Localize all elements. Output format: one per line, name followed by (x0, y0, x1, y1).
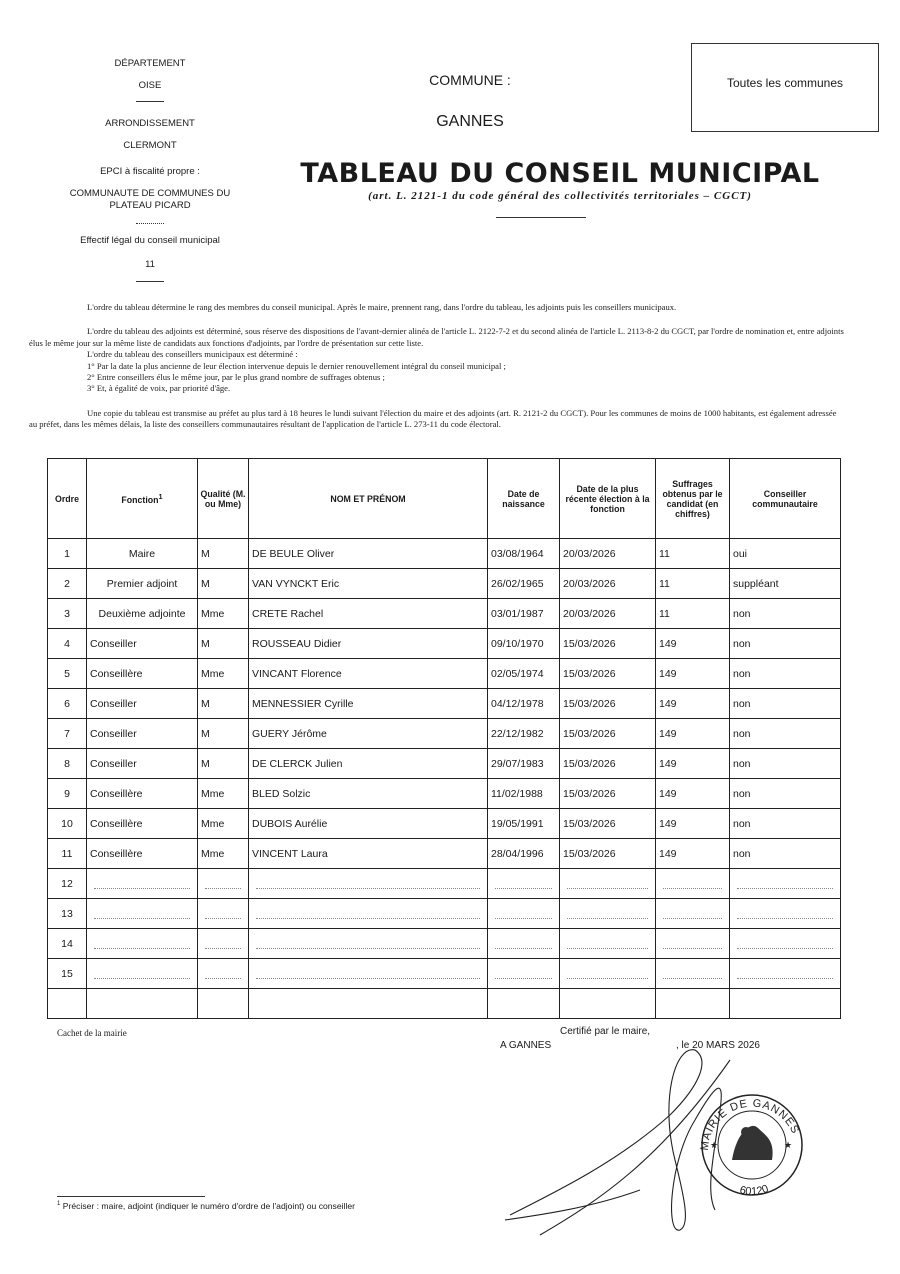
dotted-line (205, 908, 241, 919)
cell-nom (249, 899, 488, 929)
cell-naissance: 02/05/1974 (488, 659, 560, 689)
divider (136, 101, 164, 102)
dotted-line (495, 908, 552, 919)
table-row (48, 809, 841, 839)
commune-name: GANNES (436, 113, 504, 130)
cell-suffrages (656, 959, 730, 989)
cell-naissance (488, 959, 560, 989)
cell-ordre: 2 (48, 569, 87, 599)
dotted-line (94, 908, 190, 919)
cell-suffrages: 11 (656, 569, 730, 599)
cell-naissance: 09/10/1970 (488, 629, 560, 659)
cell-naissance (488, 899, 560, 929)
empty-table-row (48, 929, 841, 959)
cell-election: 15/03/2026 (560, 749, 656, 779)
cell-qualite: M (198, 539, 249, 569)
cell-communautaire: non (730, 749, 841, 779)
svg-text:60120: 60120 (738, 1182, 771, 1198)
cell-qualite: M (198, 749, 249, 779)
paragraph: 2° Entre conseillers élus le même jour, par le plus grand nombre de suffrages obtenus ; (87, 372, 385, 383)
cell-communautaire: non (730, 839, 841, 869)
cell-fonction (87, 899, 198, 929)
cell-naissance: 29/07/1983 (488, 749, 560, 779)
cell-naissance: 03/08/1964 (488, 539, 560, 569)
cell-qualite: Mme (198, 809, 249, 839)
epci-label: EPCI à fiscalité propre : (100, 166, 200, 177)
table-row (48, 659, 841, 689)
cell-communautaire: non (730, 779, 841, 809)
cell-election: 15/03/2026 (560, 839, 656, 869)
effectif-label: Effectif légal du conseil municipal (80, 235, 220, 246)
cell-election (560, 989, 656, 1019)
cell-communautaire: non (730, 659, 841, 689)
dotted-line (495, 968, 552, 979)
cell-qualite (198, 989, 249, 1019)
dotted-line (737, 878, 833, 889)
cell-fonction (87, 869, 198, 899)
cell-fonction: Conseiller (87, 629, 198, 659)
cell-ordre: 5 (48, 659, 87, 689)
dotted-line (256, 938, 480, 949)
dotted-line (256, 878, 480, 889)
cell-fonction: Premier adjoint (87, 569, 198, 599)
communes-box-text: Toutes les communes (726, 76, 844, 90)
cell-suffrages: 149 (656, 629, 730, 659)
dotted-line (663, 878, 722, 889)
divider (136, 281, 164, 282)
cell-ordre: 7 (48, 719, 87, 749)
cell-election: 15/03/2026 (560, 779, 656, 809)
epci-line2: PLATEAU PICARD (109, 200, 191, 211)
departement-value: OISE (138, 80, 162, 91)
cell-ordre: 1 (48, 539, 87, 569)
cell-nom: DUBOIS Aurélie (249, 809, 488, 839)
cell-communautaire: suppléant (730, 569, 841, 599)
arrondissement-label: ARRONDISSEMENT (105, 118, 195, 129)
cell-nom: DE CLERCK Julien (249, 749, 488, 779)
footnote-text: Préciser : maire, adjoint (indiquer le numéro d'ordre de l'adjoint) ou conseiller (62, 1201, 356, 1211)
cell-election (560, 899, 656, 929)
dotted-line (567, 878, 648, 889)
cell-communautaire: non (730, 809, 841, 839)
cell-communautaire: non (730, 689, 841, 719)
cell-fonction: Maire (87, 539, 198, 569)
cell-fonction: Conseiller (87, 719, 198, 749)
paragraph: 3° Et, à égalité de voix, par priorité d'âge. (87, 383, 231, 394)
dotted-line (256, 968, 480, 979)
cell-ordre: 9 (48, 779, 87, 809)
header-fonction-sup: 1 (158, 492, 163, 502)
intro-text (29, 302, 844, 431)
cell-suffrages: 149 (656, 839, 730, 869)
dotted-line (205, 938, 241, 949)
cell-fonction: Conseillère (87, 779, 198, 809)
cell-ordre: 14 (48, 929, 87, 959)
dotted-line (205, 968, 241, 979)
cell-ordre: 10 (48, 809, 87, 839)
departement-label: DÉPARTEMENT (114, 58, 186, 69)
cell-fonction (87, 989, 198, 1019)
cell-qualite: Mme (198, 599, 249, 629)
cell-nom: MENNESSIER Cyrille (249, 689, 488, 719)
cell-nom: GUERY Jérôme (249, 719, 488, 749)
empty-table-row (48, 959, 841, 989)
dotted-line (94, 968, 190, 979)
cell-ordre: 15 (48, 959, 87, 989)
cell-fonction: Conseillère (87, 839, 198, 869)
cell-election: 15/03/2026 (560, 719, 656, 749)
cell-fonction (87, 959, 198, 989)
cell-naissance: 22/12/1982 (488, 719, 560, 749)
table-row (48, 839, 841, 869)
paragraph: Une copie du tableau est transmise au préfet au plus tard à 18 heures le lundi suivant l'élection du maire et des adjoints (art. R. 2121-2 du CGCT). Pour les communes de moins de 1000 habitants, est également adressée au préfet, dans les mêmes délais, la liste des conseillers communautaires résultant de l'application de l'article L. 273-11 du code électoral. (29, 407, 837, 430)
cell-suffrages: 11 (656, 599, 730, 629)
cell-election (560, 959, 656, 989)
dotted-line (663, 908, 722, 919)
header-fonction (87, 459, 198, 539)
table-row (48, 779, 841, 809)
cell-suffrages (656, 989, 730, 1019)
empty-table-row (48, 989, 841, 1019)
dotted-line (737, 908, 833, 919)
cell-qualite (198, 869, 249, 899)
lieu-label: A GANNES (500, 1040, 552, 1051)
cell-nom: BLED Solzic (249, 779, 488, 809)
cell-qualite: Mme (198, 659, 249, 689)
cell-suffrages: 149 (656, 749, 730, 779)
cell-communautaire (730, 929, 841, 959)
cell-communautaire (730, 899, 841, 929)
page-subtitle: (art. L. 2121-1 du code général des collectivités territoriales – CGCT) (368, 190, 752, 202)
conseil-table (47, 458, 841, 1019)
cell-suffrages: 11 (656, 539, 730, 569)
cell-naissance: 19/05/1991 (488, 809, 560, 839)
signature-stamp (500, 1040, 830, 1240)
signature-icon (505, 1050, 730, 1235)
table-row (48, 749, 841, 779)
empty-table-row (48, 869, 841, 899)
svg-text:★: ★ (784, 1140, 793, 1150)
cell-nom: ROUSSEAU Didier (249, 629, 488, 659)
divider (136, 223, 164, 224)
header-nom: NOM ET PRÉNOM (249, 459, 488, 539)
header-communautaire: Conseiller communautaire (730, 459, 841, 539)
header-election: Date de la plus récente élection à la fonction (560, 459, 656, 539)
table-row (48, 599, 841, 629)
cell-ordre: 8 (48, 749, 87, 779)
table-row (48, 539, 841, 569)
cell-nom: VINCANT Florence (249, 659, 488, 689)
header-qualite: Qualité (M. ou Mme) (198, 459, 249, 539)
dotted-line (737, 968, 833, 979)
mairie-seal-icon (699, 1095, 802, 1198)
cell-naissance: 28/04/1996 (488, 839, 560, 869)
dotted-line (495, 938, 552, 949)
empty-table-row (48, 899, 841, 929)
dotted-line (256, 908, 480, 919)
cell-nom (249, 929, 488, 959)
cell-ordre: 4 (48, 629, 87, 659)
communes-box (691, 43, 879, 132)
dotted-line (737, 938, 833, 949)
table-row (48, 689, 841, 719)
cell-communautaire: non (730, 629, 841, 659)
paragraph: L'ordre du tableau des conseillers municipaux est déterminé : (87, 349, 298, 360)
cell-communautaire (730, 869, 841, 899)
cell-suffrages: 149 (656, 809, 730, 839)
cell-suffrages: 149 (656, 659, 730, 689)
cell-election (560, 869, 656, 899)
date-label: , le 20 MARS 2026 (676, 1040, 760, 1051)
dotted-line (94, 938, 190, 949)
cell-qualite: Mme (198, 779, 249, 809)
dotted-line (663, 938, 722, 949)
table-row (48, 569, 841, 599)
cell-ordre: 3 (48, 599, 87, 629)
cell-suffrages: 149 (656, 779, 730, 809)
cell-qualite: M (198, 629, 249, 659)
cell-fonction (87, 929, 198, 959)
cell-qualite: Mme (198, 839, 249, 869)
cell-ordre: 11 (48, 839, 87, 869)
cell-fonction: Conseillère (87, 659, 198, 689)
footnote (57, 1201, 355, 1211)
cell-qualite: M (198, 689, 249, 719)
cell-suffrages (656, 929, 730, 959)
header-naissance: Date de naissance (488, 459, 560, 539)
cell-naissance (488, 989, 560, 1019)
cell-nom (249, 869, 488, 899)
table-row (48, 719, 841, 749)
cell-nom: VINCENT Laura (249, 839, 488, 869)
page-title: TABLEAU DU CONSEIL MUNICIPAL (300, 158, 820, 189)
cell-communautaire (730, 989, 841, 1019)
cell-qualite (198, 959, 249, 989)
cell-naissance (488, 929, 560, 959)
dotted-line (567, 908, 648, 919)
svg-text:★: ★ (710, 1140, 719, 1150)
cell-ordre: 12 (48, 869, 87, 899)
cell-ordre (48, 989, 87, 1019)
paragraph: L'ordre du tableau des adjoints est déterminé, sous réserve des dispositions de l'avant-dernier alinéa de l'article L. 2122-7-2 et du second alinéa de l'article L. 2113-8-2 du CGCT, par l'ordre de nomination et, entre adjoints élus le même jour sur la même liste de candidats aux fonctions d'adjoints, par l'ordre de présentation sur cette liste. (29, 326, 844, 348)
cell-suffrages (656, 869, 730, 899)
cell-fonction: Conseiller (87, 689, 198, 719)
header-ordre: Ordre (48, 459, 87, 539)
dotted-line (205, 878, 241, 889)
cell-nom (249, 989, 488, 1019)
commune-label: COMMUNE : (429, 72, 511, 88)
cell-communautaire: non (730, 599, 841, 629)
table-header-row (48, 459, 841, 539)
cell-communautaire (730, 959, 841, 989)
cell-election: 15/03/2026 (560, 659, 656, 689)
cell-ordre: 13 (48, 899, 87, 929)
arrondissement-value: CLERMONT (123, 140, 177, 151)
cell-election: 15/03/2026 (560, 629, 656, 659)
paragraph: 1° Par la date la plus ancienne de leur élection intervenue depuis le dernier renouvellement intégral du conseil municipal ; (87, 360, 506, 371)
cell-election (560, 929, 656, 959)
cell-election: 15/03/2026 (560, 689, 656, 719)
cell-election: 20/03/2026 (560, 569, 656, 599)
svg-text:MAIRIE DE GANNES: MAIRIE DE GANNES (698, 1097, 802, 1152)
cell-nom: CRETE Rachel (249, 599, 488, 629)
footnote-rule (57, 1196, 205, 1197)
cell-qualite (198, 899, 249, 929)
cell-fonction: Conseiller (87, 749, 198, 779)
title-underline (496, 217, 586, 218)
cell-naissance: 11/02/1988 (488, 779, 560, 809)
paragraph: L'ordre du tableau détermine le rang des membres du conseil municipal. Après le maire, prennent rang, dans l'ordre du tableau, les adjoints puis les conseillers municipaux. (87, 302, 677, 312)
cell-communautaire: non (730, 719, 841, 749)
certifie-label: Certifié par le maire, (560, 1026, 651, 1037)
cell-fonction: Deuxième adjointe (87, 599, 198, 629)
header-fonction-text: Fonction (121, 494, 159, 505)
dotted-line (495, 878, 552, 889)
cell-ordre: 6 (48, 689, 87, 719)
cell-election: 20/03/2026 (560, 599, 656, 629)
cell-qualite (198, 929, 249, 959)
dotted-line (94, 878, 190, 889)
dotted-line (663, 968, 722, 979)
header-suffrages: Suffrages obtenus par le candidat (en chiffres) (656, 459, 730, 539)
cell-naissance: 03/01/1987 (488, 599, 560, 629)
cell-naissance (488, 869, 560, 899)
cell-suffrages: 149 (656, 719, 730, 749)
cell-suffrages: 149 (656, 689, 730, 719)
dotted-line (567, 968, 648, 979)
cachet-label: Cachet de la mairie (57, 1028, 127, 1038)
cell-nom: DE BEULE Oliver (249, 539, 488, 569)
cell-suffrages (656, 899, 730, 929)
effectif-value: 11 (145, 259, 155, 270)
cell-election: 20/03/2026 (560, 539, 656, 569)
cell-qualite: M (198, 719, 249, 749)
epci-line1: COMMUNAUTE DE COMMUNES DU (69, 188, 231, 199)
cell-naissance: 26/02/1965 (488, 569, 560, 599)
table-row (48, 629, 841, 659)
cell-nom (249, 959, 488, 989)
cell-qualite: M (198, 569, 249, 599)
footnote-sup: 1 (57, 1201, 61, 1208)
cell-naissance: 04/12/1978 (488, 689, 560, 719)
cell-communautaire: oui (730, 539, 841, 569)
cell-election: 15/03/2026 (560, 809, 656, 839)
cell-fonction: Conseillère (87, 809, 198, 839)
dotted-line (567, 938, 648, 949)
cell-nom: VAN VYNCKT Eric (249, 569, 488, 599)
